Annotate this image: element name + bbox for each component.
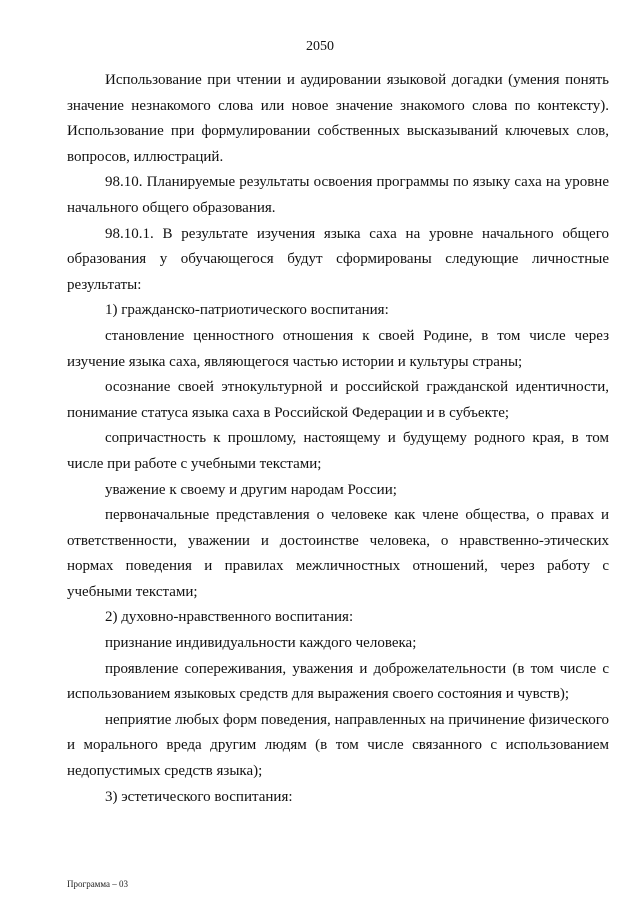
footer-program-label: Программа – 03 [67,879,129,889]
list-item: сопричастность к прошлому, настоящему и будущему родного края, в том числе при работе с учебными текстами; [67,430,609,472]
heading-spiritual-moral: 2) духовно-нравственного воспитания: [105,609,354,626]
page-number: 2050 [306,39,334,54]
list-item: уважение к своему и другим народам России; [105,481,397,498]
paragraph-language-guess: Использование при чтении и аудировании языковой догадки (умения понять значение незнакомого слова или новое значение знакомого слова по контексту). Использование при формулировании собственных высказываний ключевых слов, вопросов, иллюстраций. [67,72,609,165]
heading-aesthetic: 3) эстетического воспитания: [105,788,293,805]
list-item: признание индивидуальности каждого человека; [105,635,417,652]
paragraph-section-98-10-1: 98.10.1. В результате изучения языка саха на уровне начального общего образования у обучающегося будут сформированы следующие личностные результаты: [67,225,609,293]
list-item: первоначальные представления о человеке как члене общества, о правах и ответственности, уважении и достоинстве человека, о нравственно-этических нормах поведения и правилах межличностных отношений, через работу с учебными текстами; [67,507,609,600]
paragraph-section-98-10: 98.10. Планируемые результаты освоения программы по языку саха на уровне начального общего образования. [67,174,609,216]
heading-civic-patriotic: 1) гражданско-патриотического воспитания: [105,302,389,319]
list-item: осознание своей этнокультурной и российской гражданской идентичности, понимание статуса языка саха в Российской Федерации и в субъекте; [67,379,609,421]
list-item: становление ценностного отношения к своей Родине, в том числе через изучение языка саха, являющегося частью истории и культуры страны; [67,327,609,370]
document-body [67,68,609,810]
list-item: неприятие любых форм поведения, направленных на причинение физического и морального вреда другим людям (в том числе связанного с использованием недопустимых средств языка); [67,711,609,780]
list-item: проявление сопереживания, уважения и доброжелательности (в том числе с использованием языковых средств для выражения своего состояния и чувств); [67,660,609,703]
